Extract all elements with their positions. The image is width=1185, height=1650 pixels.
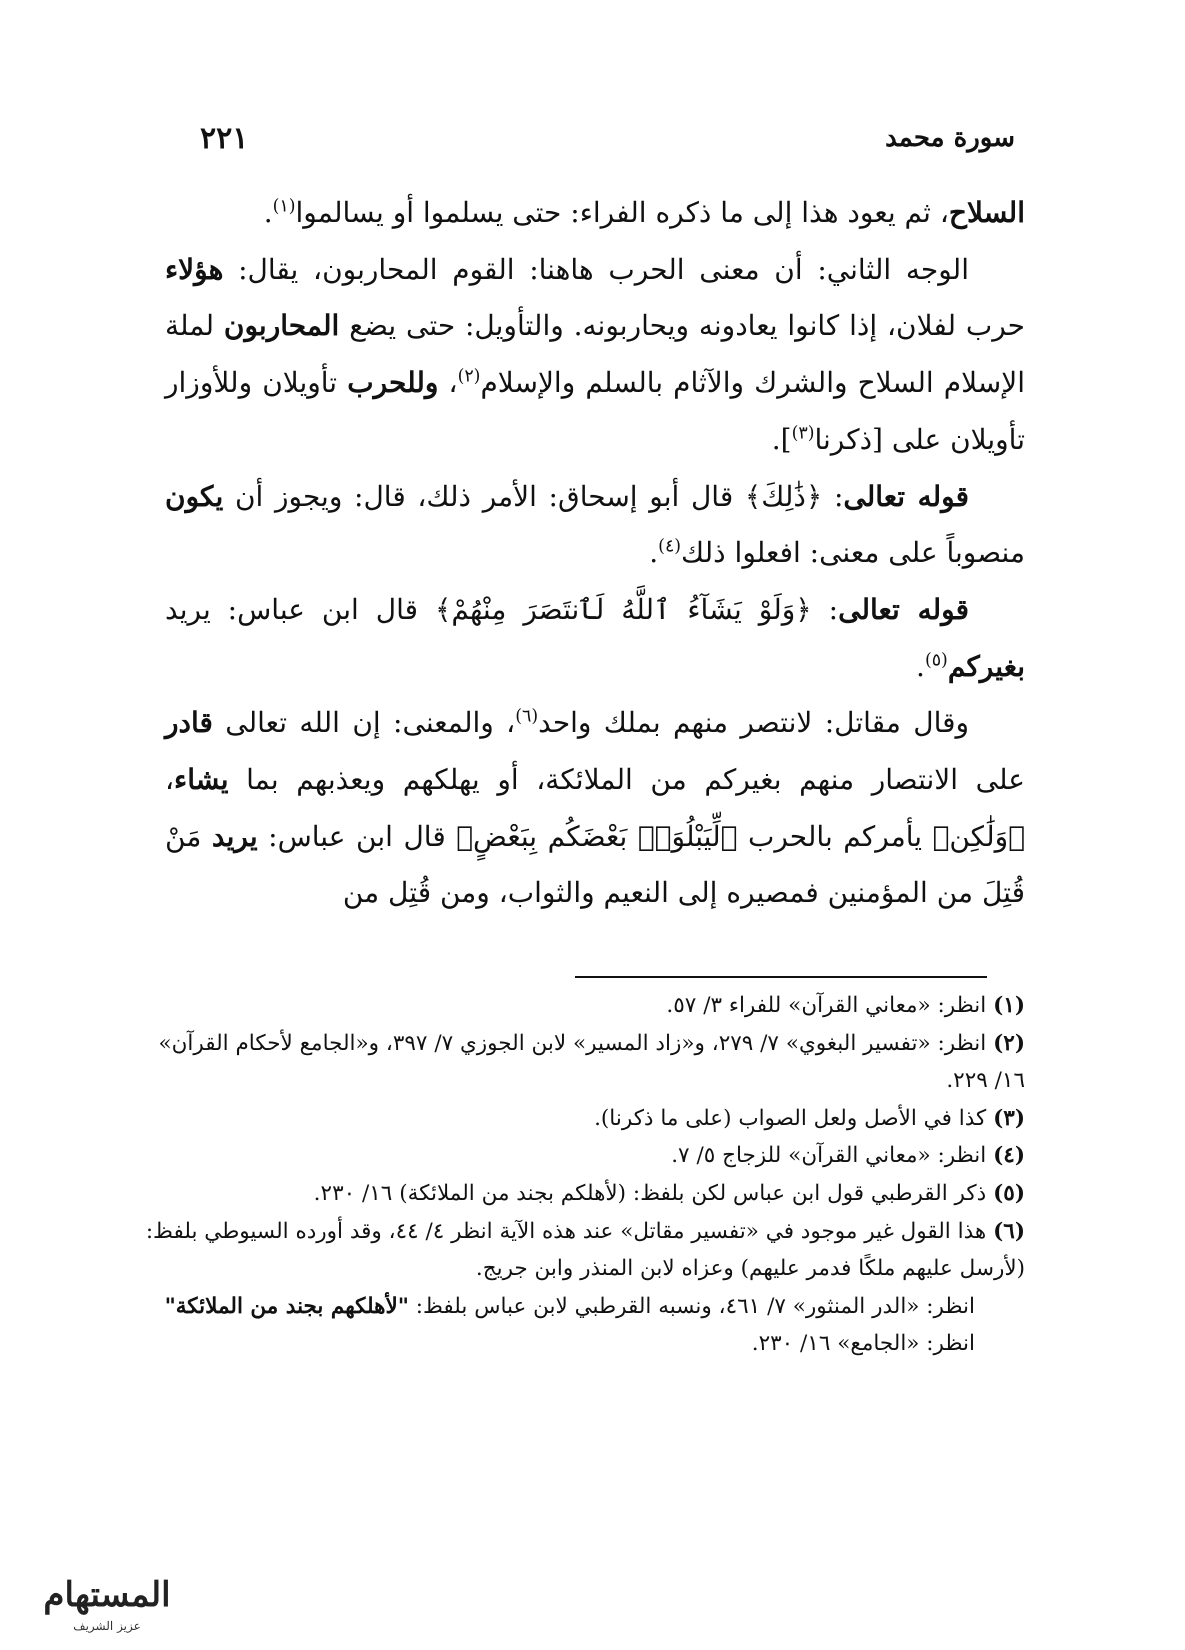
footnote-text: كذا في الأصل ولعل الصواب (على ما ذكرنا). <box>594 1105 987 1131</box>
paragraph-4 <box>165 582 1025 695</box>
bold-quote: "لأهلكهم بجند من الملائكة" <box>164 1293 409 1319</box>
paragraph-5 <box>165 695 1025 922</box>
footnote-number: (٣) <box>993 1105 1025 1131</box>
bold-word: هؤلاء <box>165 252 224 286</box>
punctuation: . <box>649 536 659 570</box>
paragraph-text: ، ﴿وَلَٰكِن﴾ يأمركم بالحرب ﴿لِّيَبْلُوَا۟ بَعْضَكُم بِبَعْضٍ﴾ قال ابن عباس: <box>165 763 1025 853</box>
footnote-ref: (٣) <box>791 423 815 444</box>
footnote-ref: (٤) <box>658 536 682 557</box>
footnote-text: انظر: «معاني القرآن» للفراء ٣/ ٥٧. <box>666 993 987 1018</box>
paragraph-text: لملة الإسلام السلاح والشرك والآثام بالسلم والإسلام <box>165 309 1026 400</box>
paragraph-text: حرب لفلان، إذا كانوا يعادونه ويحاربونه. والتأويل: حتى يضع <box>339 309 1025 343</box>
footnote-ref: (٥) <box>924 650 948 671</box>
logo-subtext: عزيز الشريف <box>73 1619 141 1633</box>
bold-word: قوله تعالى <box>843 479 970 513</box>
paragraph-text: على الانتصار منهم بغيركم من الملائكة، أو يهلكهم ويعذبهم بما <box>228 763 1025 797</box>
footnote-number: (٦) <box>993 1218 1025 1244</box>
paragraph-text: ، والمعنى: إن الله تعالى <box>212 706 516 740</box>
paragraph-text: ، ثم يعود هذا إلى ما ذكره الفراء: حتى يسلموا أو يسالموا <box>295 196 949 229</box>
footnote-ref: (٦) <box>515 707 539 727</box>
footnote-6-continuation <box>130 1288 1025 1363</box>
footnote-text: ذكر القرطبي قول ابن عباس لكن بلفظ: (لأهلكم بجند من الملائكة) ١٦/ ٢٣٠. <box>313 1180 987 1206</box>
footnote-text: انظر: «الجامع» ١٦/ ٢٣٠. <box>751 1331 975 1357</box>
bold-word: يريد <box>211 819 258 853</box>
logo-text: المستهام <box>43 1575 171 1615</box>
paragraph-text: منصوباً على معنى: افعلوا ذلك <box>681 536 1025 570</box>
footnote-text: هذا القول غير موجود في «تفسير مقاتل» عند هذه الآية انظر ٤/ ٤٤، وقد أورده السيوطي بلفظ: (لأرسل عليهم ملكًا فدمر عليهم) وعزاه لابن المنذر وابن جريج. <box>145 1218 1025 1282</box>
footnote-3 <box>130 1100 1025 1138</box>
footnote-2 <box>130 1025 1025 1100</box>
bold-word: المحاربون <box>223 309 340 343</box>
footnote-text: انظر: «الدر المنثور» ٧/ ٤٦١، ونسبه القرطبي لابن عباس بلفظ: <box>408 1293 975 1319</box>
paragraph-text: تأويلان وللأوزار تأويلان على [ذكرنا <box>165 366 1025 456</box>
paragraph-text: مَنْ قُتِلَ من المؤمنين فمصيره إلى النعيم والثواب، ومن قُتِل من <box>165 819 1025 910</box>
bold-word: يكون <box>165 479 224 513</box>
punctuation: ]. <box>771 422 792 456</box>
paragraph-2 <box>165 242 1025 469</box>
paragraph-3 <box>165 469 1025 582</box>
punctuation: . <box>916 649 925 683</box>
bold-word: السلاح <box>948 196 1025 229</box>
footnote-1 <box>130 987 1025 1025</box>
footnote-number: (٤) <box>993 1143 1025 1169</box>
footnote-text: انظر: «تفسير البغوي» ٧/ ٢٧٩، و«زاد المسير» لابن الجوزي ٧/ ٣٩٧، و«الجامع لأحكام القرآن» ١٦/ ٢٢٩. <box>158 1030 1025 1094</box>
footnote-number: (٥) <box>993 1180 1025 1206</box>
footnotes <box>130 987 1025 1363</box>
footnote-5 <box>130 1175 1025 1213</box>
punctuation: . <box>263 196 273 229</box>
paragraph-1 <box>165 185 1025 242</box>
bold-word: يشاء <box>174 763 229 797</box>
footnote-ref: (١) <box>272 196 296 217</box>
paragraph-text: وقال مقاتل: لانتصر منهم بملك واحد <box>538 706 970 740</box>
punctuation: ، <box>438 366 458 400</box>
footnote-text: انظر: «معاني القرآن» للزجاج ٥/ ٧. <box>671 1143 987 1169</box>
publisher-logo <box>12 1560 202 1640</box>
bold-word: قادر <box>165 706 213 740</box>
paragraph-text: : ﴿ذَٰلِكَ﴾ قال أبو إسحاق: الأمر ذلك، قال: ويجوز أن <box>223 479 844 513</box>
bold-word: قوله تعالى <box>838 592 970 626</box>
footnote-ref: (٢) <box>457 366 481 387</box>
page-header <box>200 118 1015 158</box>
footnote-separator <box>575 976 987 978</box>
footnote-6 <box>130 1213 1025 1288</box>
main-text <box>165 185 1025 922</box>
surah-title: سورة محمد <box>885 123 1015 153</box>
footnote-4 <box>130 1137 1025 1175</box>
footnote-number: (٢) <box>993 1030 1025 1056</box>
paragraph-text: الوجه الثاني: أن معنى الحرب هاهنا: القوم المحاربون، يقال: <box>223 252 969 286</box>
bold-word: وللحرب <box>347 366 439 400</box>
bold-word: بغيركم <box>947 649 1025 683</box>
page-number: ٢٢١ <box>200 120 249 156</box>
footnote-number: (١) <box>993 993 1025 1018</box>
paragraph-text: : ﴿وَلَوْ يَشَآءُ ٱللَّهُ لَٱنتَصَرَ مِنْهُمْ﴾ قال ابن عباس: يريد <box>165 592 839 626</box>
